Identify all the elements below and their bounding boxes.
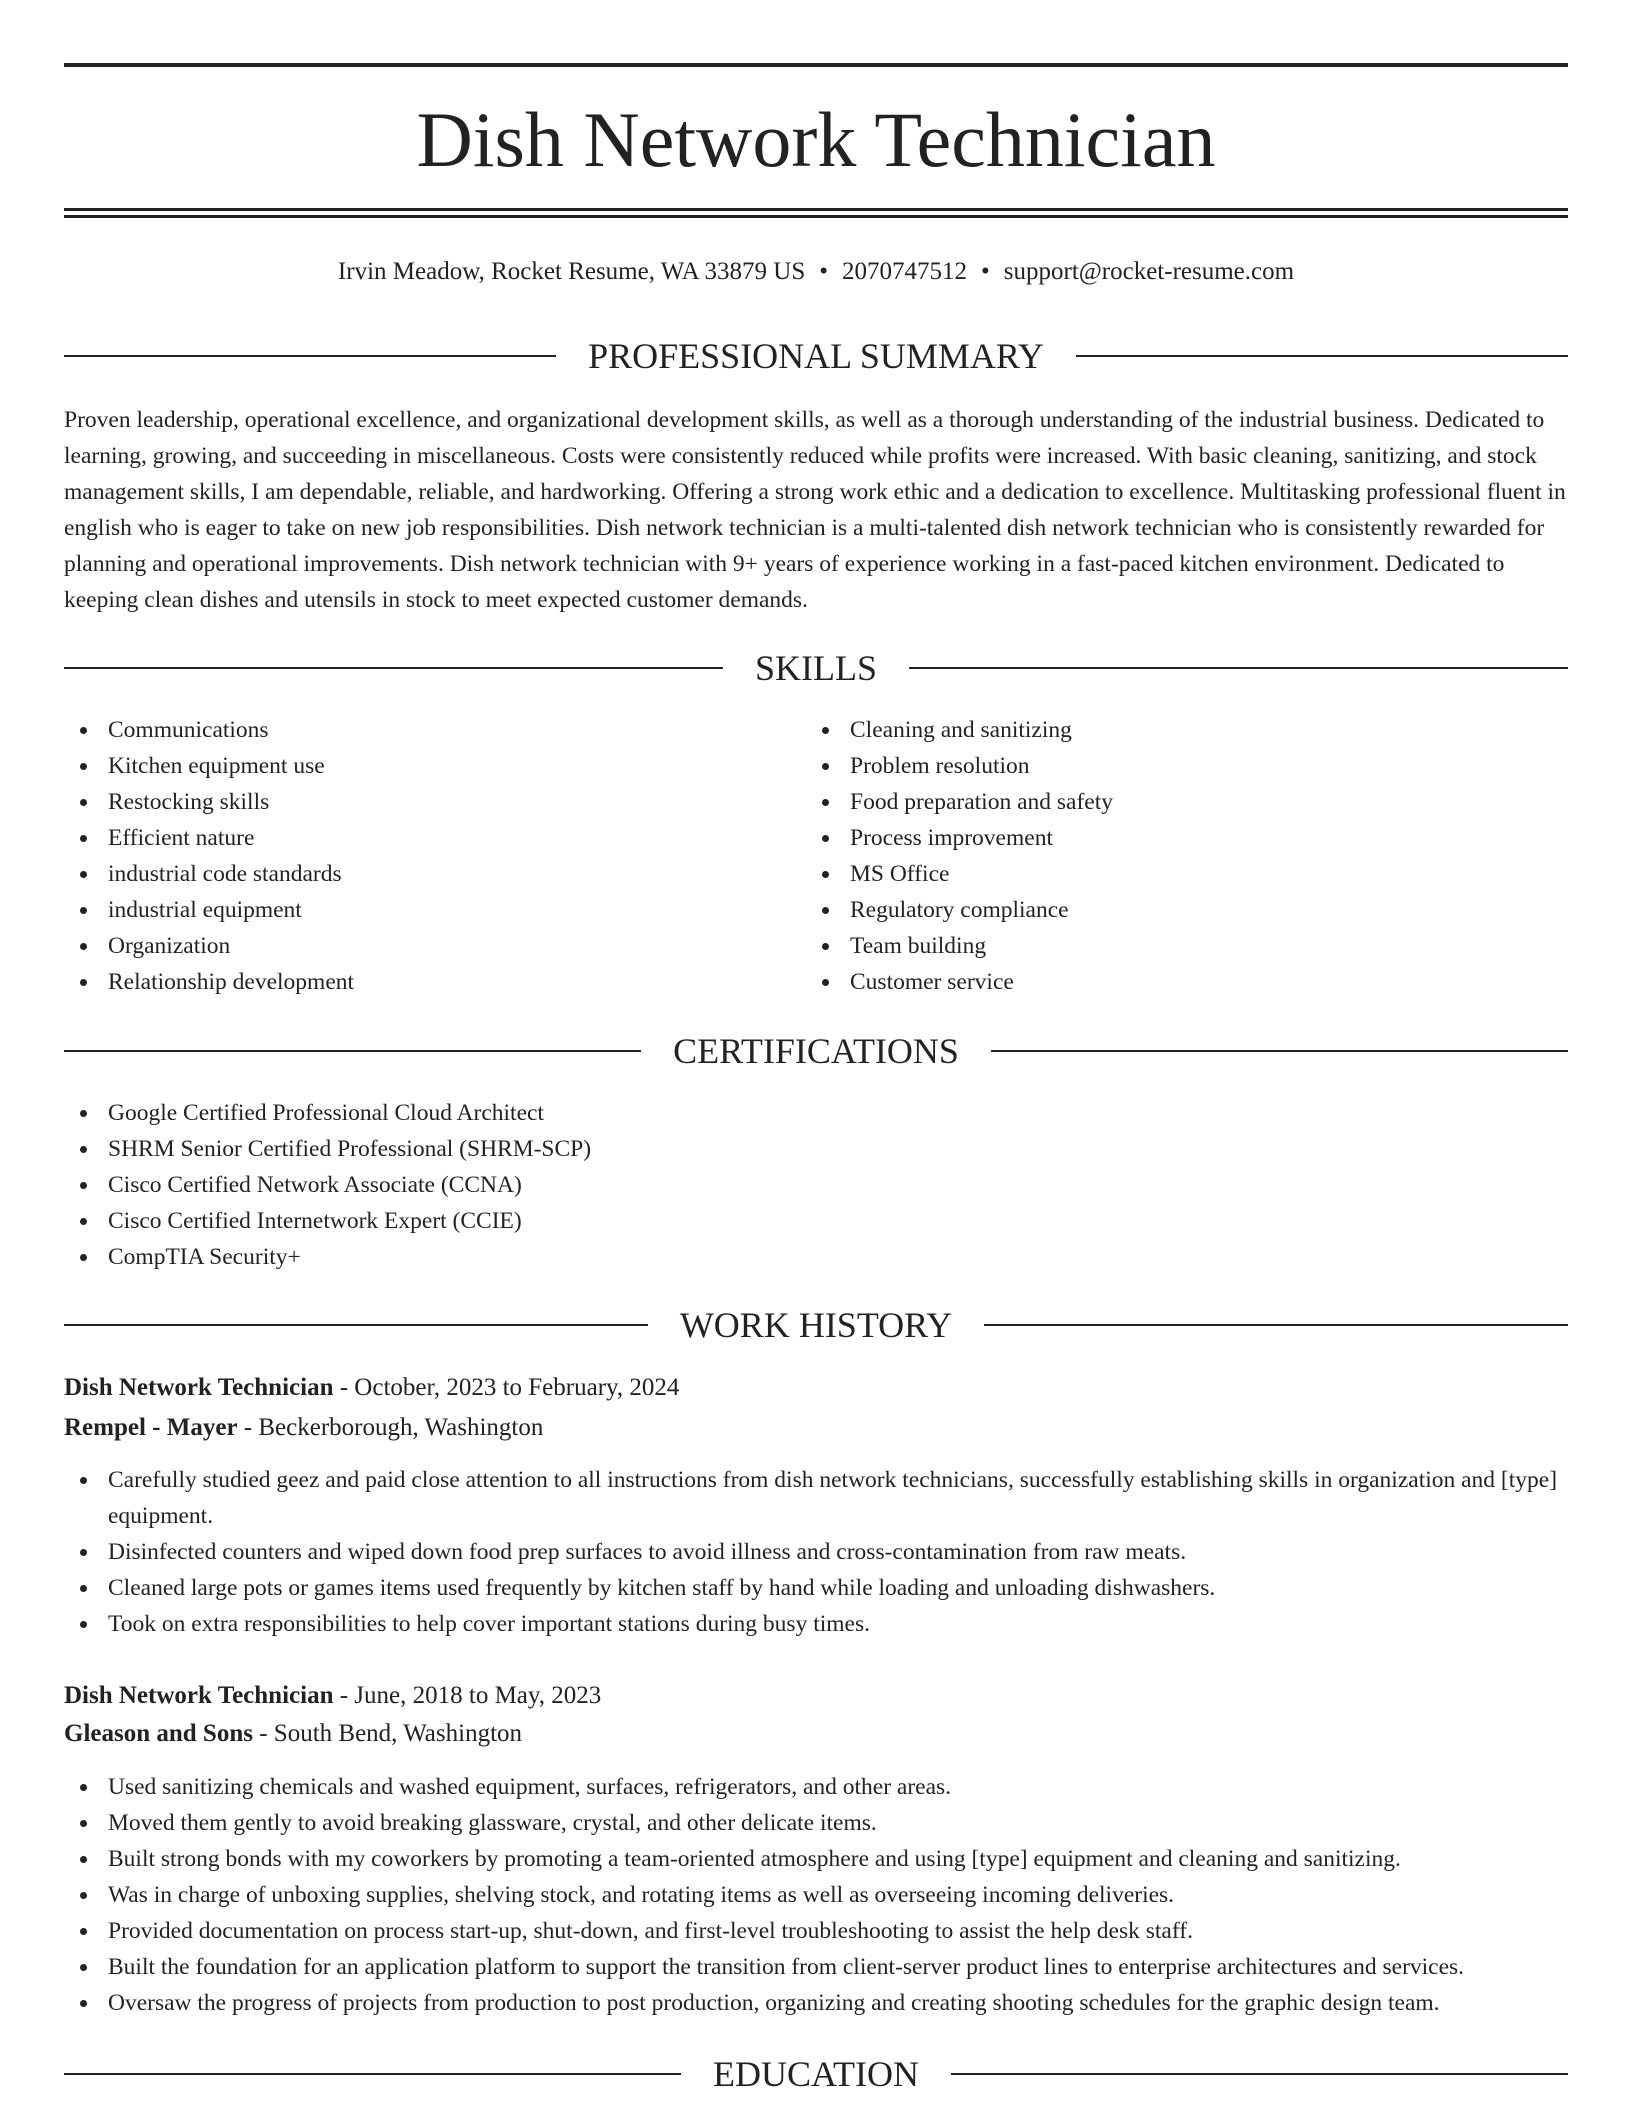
skill-item: Communications <box>64 712 754 748</box>
job-bullet: Disinfected counters and wiped down food prep surfaces to avoid illness and cross-contamination from raw meats. <box>64 1534 1568 1570</box>
section-rule <box>991 1050 1568 1052</box>
job-location: - South Bend, Washington <box>252 1720 523 1747</box>
certification-item: Cisco Certified Network Associate (CCNA) <box>64 1167 1064 1203</box>
section-title: CERTIFICATIONS <box>673 1031 959 1071</box>
job-title-line <box>64 1678 1568 1714</box>
skill-item: Problem resolution <box>806 748 1496 784</box>
top-rule <box>64 63 1568 67</box>
double-rule <box>64 208 1568 218</box>
skill-item: Organization <box>64 928 754 964</box>
contact-address: Irvin Meadow, Rocket Resume, WA 33879 US <box>337 258 806 285</box>
job-bullet: Provided documentation on process start-up, shut-down, and first-level troubleshooting to assist the help desk staff. <box>64 1913 1568 1949</box>
section-title: EDUCATION <box>713 2054 919 2094</box>
contact-separator: • <box>981 258 990 285</box>
skills-list-right <box>806 712 1496 1000</box>
section-header-work-history <box>64 1303 1568 1347</box>
contact-line <box>64 254 1568 290</box>
job-bullet: Took on extra responsibilities to help cover important stations during busy times. <box>64 1606 1568 1642</box>
skill-item: Efficient nature <box>64 820 754 856</box>
certification-item: Google Certified Professional Cloud Architect <box>64 1095 1064 1131</box>
certifications-list <box>64 1095 1064 1275</box>
section-rule <box>64 667 723 669</box>
job-company-line <box>64 1410 1568 1446</box>
job-company: Rempel - Mayer <box>64 1414 238 1441</box>
job-bullet: Carefully studied geez and paid close attention to all instructions from dish network technicians, successfully establishing skills in organization and [type] equipment. <box>64 1462 1568 1534</box>
contact-phone: 2070747512 <box>842 258 967 285</box>
job-title: Dish Network Technician <box>64 1682 334 1709</box>
skill-item: Team building <box>806 928 1496 964</box>
skill-item: Restocking skills <box>64 784 754 820</box>
job-bullet-list <box>64 1462 1568 1642</box>
job-bullet: Used sanitizing chemicals and washed equipment, surfaces, refrigerators, and other areas. <box>64 1769 1568 1805</box>
section-rule <box>64 1324 648 1326</box>
job-bullet: Cleaned large pots or games items used frequently by kitchen staff by hand while loading and unloading dishwashers. <box>64 1570 1568 1606</box>
contact-separator: • <box>819 258 828 285</box>
section-rule <box>909 667 1568 669</box>
job-dates: - October, 2023 to February, 2024 <box>333 1374 680 1401</box>
section-rule <box>951 2073 1568 2075</box>
skill-item: Kitchen equipment use <box>64 748 754 784</box>
job-bullet: Moved them gently to avoid breaking glassware, crystal, and other delicate items. <box>64 1805 1568 1841</box>
summary-text: Proven leadership, operational excellence, and organizational development skills, as well as a thorough understanding of the industrial business. Dedicated to learning, growing, and succeeding in miscellaneous. Costs were consistently reduced while profits were increased. With basic cleaning, sanitizing, and stock management skills, I am dependable, reliable, and hardworking. Offering a strong work ethic and a dedication to excellence. Multitasking professional fluent in english who is eager to take on new job responsibilities. Dish network technician is a multi-talented dish network technician who is consistently rewarded for planning and operational improvements. Dish network technician with 9+ years of experience working in a fast-paced kitchen environment. Dedicated to keeping clean dishes and utensils in stock to meet expected customer demands. <box>64 407 1566 613</box>
section-title: SKILLS <box>755 648 878 688</box>
skill-item: Regulatory compliance <box>806 892 1496 928</box>
skill-item: industrial equipment <box>64 892 754 928</box>
certification-item: CompTIA Security+ <box>64 1239 1064 1275</box>
job-location: - Beckerborough, Washington <box>237 1414 544 1441</box>
job-company: Gleason and Sons <box>64 1720 253 1747</box>
job-bullet-list <box>64 1769 1568 2021</box>
section-rule <box>984 1324 1568 1326</box>
job-bullet: Built the foundation for an application platform to support the transition from client-server product lines to enterprise architectures and services. <box>64 1949 1568 1985</box>
job-bullet: Oversaw the progress of projects from production to post production, organizing and creating shooting schedules for the graphic design team. <box>64 1985 1568 2021</box>
skill-item: Process improvement <box>806 820 1496 856</box>
contact-email[interactable]: support@rocket-resume.com <box>1003 258 1295 285</box>
skill-item: MS Office <box>806 856 1496 892</box>
section-header-education <box>64 2052 1568 2096</box>
section-header-certifications <box>64 1029 1568 1073</box>
job-bullet: Built strong bonds with my coworkers by promoting a team-oriented atmosphere and using [type] equipment and cleaning and sanitizing. <box>64 1841 1568 1877</box>
job-title: Dish Network Technician <box>64 1374 334 1401</box>
section-rule <box>64 2073 681 2075</box>
resume-title: Dish Network Technician <box>416 96 1216 183</box>
certification-item: Cisco Certified Internetwork Expert (CCIE) <box>64 1203 1064 1239</box>
skill-item: Customer service <box>806 964 1496 1000</box>
job-title-line <box>64 1370 1568 1406</box>
section-header-skills <box>64 646 1568 690</box>
skill-item: Cleaning and sanitizing <box>806 712 1496 748</box>
section-rule <box>1076 355 1568 357</box>
skill-item: Relationship development <box>64 964 754 1000</box>
skill-item: industrial code standards <box>64 856 754 892</box>
skill-item: Food preparation and safety <box>806 784 1496 820</box>
section-title: WORK HISTORY <box>679 1305 953 1345</box>
section-title: PROFESSIONAL SUMMARY <box>588 336 1044 376</box>
job-company-line <box>64 1716 1568 1752</box>
job-dates: - June, 2018 to May, 2023 <box>333 1682 602 1709</box>
skills-list-left <box>64 712 754 1000</box>
section-rule <box>64 355 556 357</box>
certification-item: SHRM Senior Certified Professional (SHRM-SCP) <box>64 1131 1064 1167</box>
section-header-summary <box>64 334 1568 378</box>
section-rule <box>64 1050 641 1052</box>
job-bullet: Was in charge of unboxing supplies, shelving stock, and rotating items as well as overseeing incoming deliveries. <box>64 1877 1568 1913</box>
